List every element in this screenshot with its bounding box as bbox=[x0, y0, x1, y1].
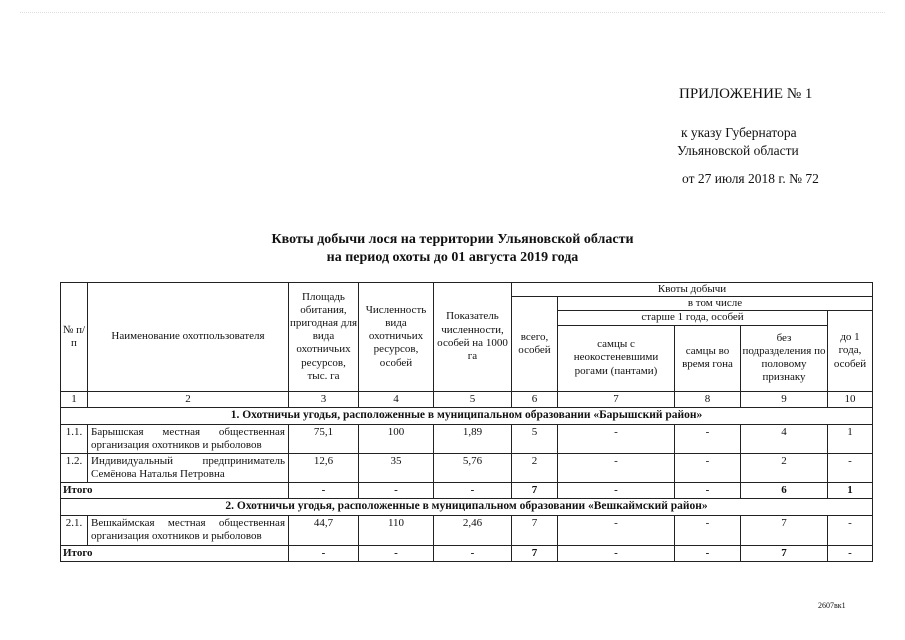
row-rut: - bbox=[675, 424, 741, 453]
totals-row bbox=[61, 483, 873, 499]
section-title: 1. Охотничьи угодья, расположенные в муниципальном образовании «Барышский район» bbox=[61, 407, 873, 424]
row-antlers: - bbox=[558, 516, 675, 545]
header-males-rut: самцы во время гона bbox=[675, 325, 741, 391]
row-area: 44,7 bbox=[289, 516, 359, 545]
row-name: Индивидуальный предприниматель Семёнова Наталья Петровна bbox=[88, 453, 289, 482]
totals-nosex: 6 bbox=[741, 483, 828, 499]
row-total: 7 bbox=[512, 516, 558, 545]
row-under1: - bbox=[828, 516, 873, 545]
totals-under1: 1 bbox=[828, 483, 873, 499]
row-under1: 1 bbox=[828, 424, 873, 453]
table-row bbox=[61, 453, 873, 482]
header-no-sex: без подразделения по половому признаку bbox=[741, 325, 828, 391]
row-density: 5,76 bbox=[434, 453, 512, 482]
header-under1: до 1 года, особей bbox=[828, 311, 873, 391]
row-population: 110 bbox=[359, 516, 434, 545]
decree-line-1: к указу Губернатора bbox=[681, 125, 797, 140]
totals-row bbox=[61, 545, 873, 561]
appendix-label: ПРИЛОЖЕНИЕ № 1 bbox=[679, 86, 813, 102]
row-density: 2,46 bbox=[434, 516, 512, 545]
totals-label: Итого bbox=[61, 545, 289, 561]
section-title: 2. Охотничьи угодья, расположенные в муниципальном образовании «Вешкаймский район» bbox=[61, 499, 873, 516]
header-area: Площадь обитания, пригодная для вида охотничьих ресурсов, тыс. га bbox=[289, 283, 359, 392]
row-density: 1,89 bbox=[434, 424, 512, 453]
row-nosex: 7 bbox=[741, 516, 828, 545]
row-num: 2.1. bbox=[61, 516, 88, 545]
col-number: 2 bbox=[88, 391, 289, 407]
row-nosex: 2 bbox=[741, 453, 828, 482]
totals-area: - bbox=[289, 483, 359, 499]
header-name: Наименование охотпользователя bbox=[88, 283, 289, 392]
totals-population: - bbox=[359, 483, 434, 499]
row-name: Барышская местная общественная организация охотников и рыболовов bbox=[88, 424, 289, 453]
header-including: в том числе bbox=[558, 297, 873, 311]
col-number: 10 bbox=[828, 391, 873, 407]
header-older: старше 1 года, особей bbox=[558, 311, 828, 325]
totals-density: - bbox=[434, 545, 512, 561]
header-total: всего, особей bbox=[512, 297, 558, 391]
row-area: 12,6 bbox=[289, 453, 359, 482]
totals-rut: - bbox=[675, 545, 741, 561]
col-number: 6 bbox=[512, 391, 558, 407]
totals-rut: - bbox=[675, 483, 741, 499]
col-number: 1 bbox=[61, 391, 88, 407]
row-area: 75,1 bbox=[289, 424, 359, 453]
col-number: 9 bbox=[741, 391, 828, 407]
totals-antlers: - bbox=[558, 545, 675, 561]
totals-antlers: - bbox=[558, 483, 675, 499]
scan-artifact-line bbox=[20, 12, 885, 13]
row-num: 1.2. bbox=[61, 453, 88, 482]
header-num: № п/п bbox=[61, 283, 88, 392]
row-under1: - bbox=[828, 453, 873, 482]
quota-table bbox=[60, 282, 873, 562]
row-name: Вешкаймская местная общественная организация охотников и рыболовов bbox=[88, 516, 289, 545]
totals-population: - bbox=[359, 545, 434, 561]
row-antlers: - bbox=[558, 424, 675, 453]
row-rut: - bbox=[675, 516, 741, 545]
totals-total: 7 bbox=[512, 483, 558, 499]
totals-under1: - bbox=[828, 545, 873, 561]
header-quotas: Квоты добычи bbox=[512, 283, 873, 297]
totals-label: Итого bbox=[61, 483, 289, 499]
col-number: 7 bbox=[558, 391, 675, 407]
totals-nosex: 7 bbox=[741, 545, 828, 561]
col-number: 3 bbox=[289, 391, 359, 407]
row-total: 2 bbox=[512, 453, 558, 482]
totals-density: - bbox=[434, 483, 512, 499]
col-number: 4 bbox=[359, 391, 434, 407]
table-row bbox=[61, 424, 873, 453]
document-title-line-2: на период охоты до 01 августа 2019 года bbox=[326, 250, 579, 265]
table-row bbox=[61, 516, 873, 545]
header-males-antlers: самцы с неокостеневшими рогами (пантами) bbox=[558, 325, 675, 391]
row-population: 35 bbox=[359, 453, 434, 482]
column-numbers-row bbox=[61, 391, 873, 407]
header-density: Показатель численности, особей на 1000 га bbox=[434, 283, 512, 392]
decree-line-2: Ульяновской области bbox=[677, 143, 799, 158]
row-population: 100 bbox=[359, 424, 434, 453]
row-antlers: - bbox=[558, 453, 675, 482]
totals-area: - bbox=[289, 545, 359, 561]
col-number: 5 bbox=[434, 391, 512, 407]
document-title-line-1: Квоты добычи лося на территории Ульяновской области bbox=[271, 232, 634, 247]
row-total: 5 bbox=[512, 424, 558, 453]
col-number: 8 bbox=[675, 391, 741, 407]
decree-date: от 27 июля 2018 г. № 72 bbox=[682, 171, 819, 186]
header-population: Численность вида охотничьих ресурсов, особей bbox=[359, 283, 434, 392]
row-nosex: 4 bbox=[741, 424, 828, 453]
row-num: 1.1. bbox=[61, 424, 88, 453]
row-rut: - bbox=[675, 453, 741, 482]
totals-total: 7 bbox=[512, 545, 558, 561]
footer-code: 2607вк1 bbox=[818, 601, 846, 610]
